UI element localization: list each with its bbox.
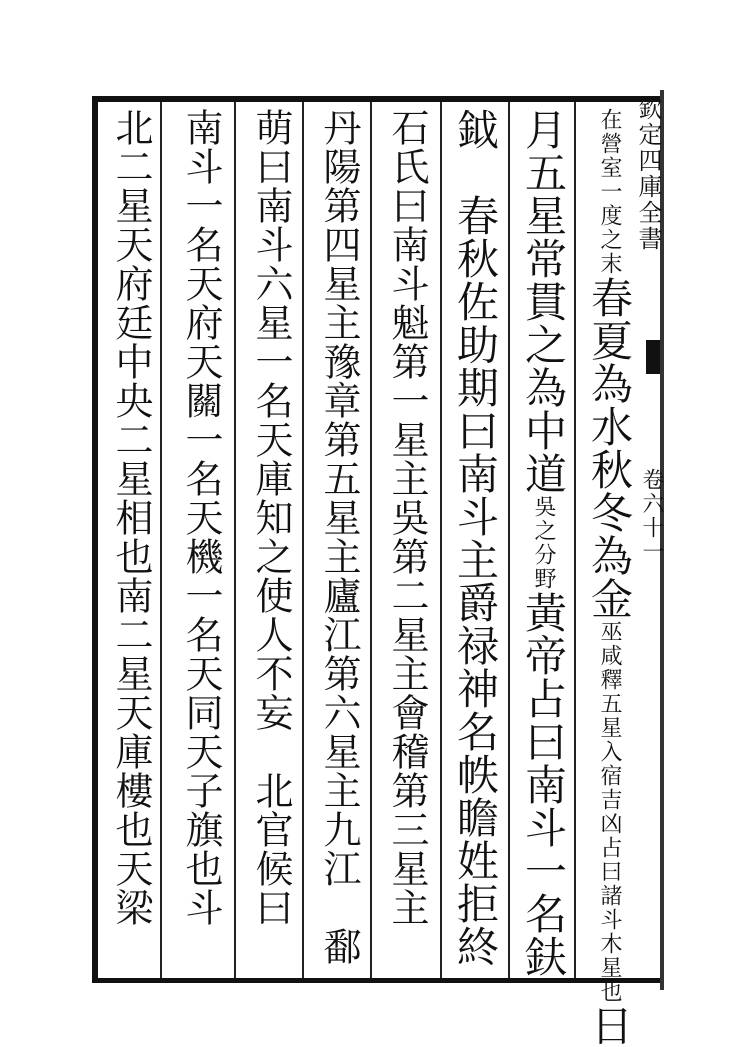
column-rule bbox=[440, 102, 442, 978]
frame-left-border bbox=[92, 96, 98, 982]
main-text: 日 bbox=[585, 1004, 634, 1047]
main-text: 黃帝占曰南斗一名鈇 bbox=[519, 591, 568, 978]
text-column-5 bbox=[310, 108, 368, 966]
text-column-6 bbox=[242, 108, 300, 927]
main-text: 月五星常貫之為中道 bbox=[519, 108, 568, 495]
main-text: 春秋佐助期曰南斗主爵禄神名帙瞻姓拒終 bbox=[451, 151, 500, 968]
main-text: 萌曰南斗六星一名天庫知之使人不妄 北官候曰 bbox=[249, 108, 293, 927]
margin-book-title: 欽定四庫全書 bbox=[634, 96, 662, 252]
main-text: 鉞 bbox=[451, 108, 500, 151]
annotation: 吳之分野 bbox=[531, 495, 556, 591]
text-column-2 bbox=[514, 108, 572, 978]
main-text: 石氏曰南斗魁第一星主吳第二星主會稽第三星主 bbox=[385, 108, 429, 927]
main-text: 南斗一名天府天關一名天機一名天同天子旗也斗 bbox=[179, 108, 223, 927]
frame-bottom-border bbox=[92, 978, 660, 983]
column-rule bbox=[234, 102, 236, 978]
column-rule bbox=[302, 102, 304, 978]
main-text: 春夏為水秋冬為金 bbox=[585, 276, 634, 620]
column-rule bbox=[370, 102, 372, 978]
annotation: 在營室一度之末 bbox=[597, 108, 622, 276]
text-column-7 bbox=[172, 108, 230, 927]
column-rule bbox=[574, 102, 576, 978]
text-column-4 bbox=[378, 108, 436, 927]
main-text: 丹陽第四星主豫章第五星主廬江第六星主九江 鄱 bbox=[317, 108, 361, 966]
text-column-8 bbox=[102, 108, 160, 927]
text-column-3 bbox=[446, 108, 504, 968]
fold-mark bbox=[646, 340, 660, 374]
main-text: 北二星天府廷中央二星相也南二星天庫樓也天梁 bbox=[109, 108, 153, 927]
annotation: 巫咸釋五星入宿吉凶占曰諸斗木星也 bbox=[597, 620, 622, 1004]
column-rule bbox=[160, 102, 162, 978]
margin-juan-number: 卷六十一 bbox=[639, 468, 664, 564]
column-rule bbox=[508, 102, 510, 978]
text-column-1 bbox=[580, 108, 638, 1047]
